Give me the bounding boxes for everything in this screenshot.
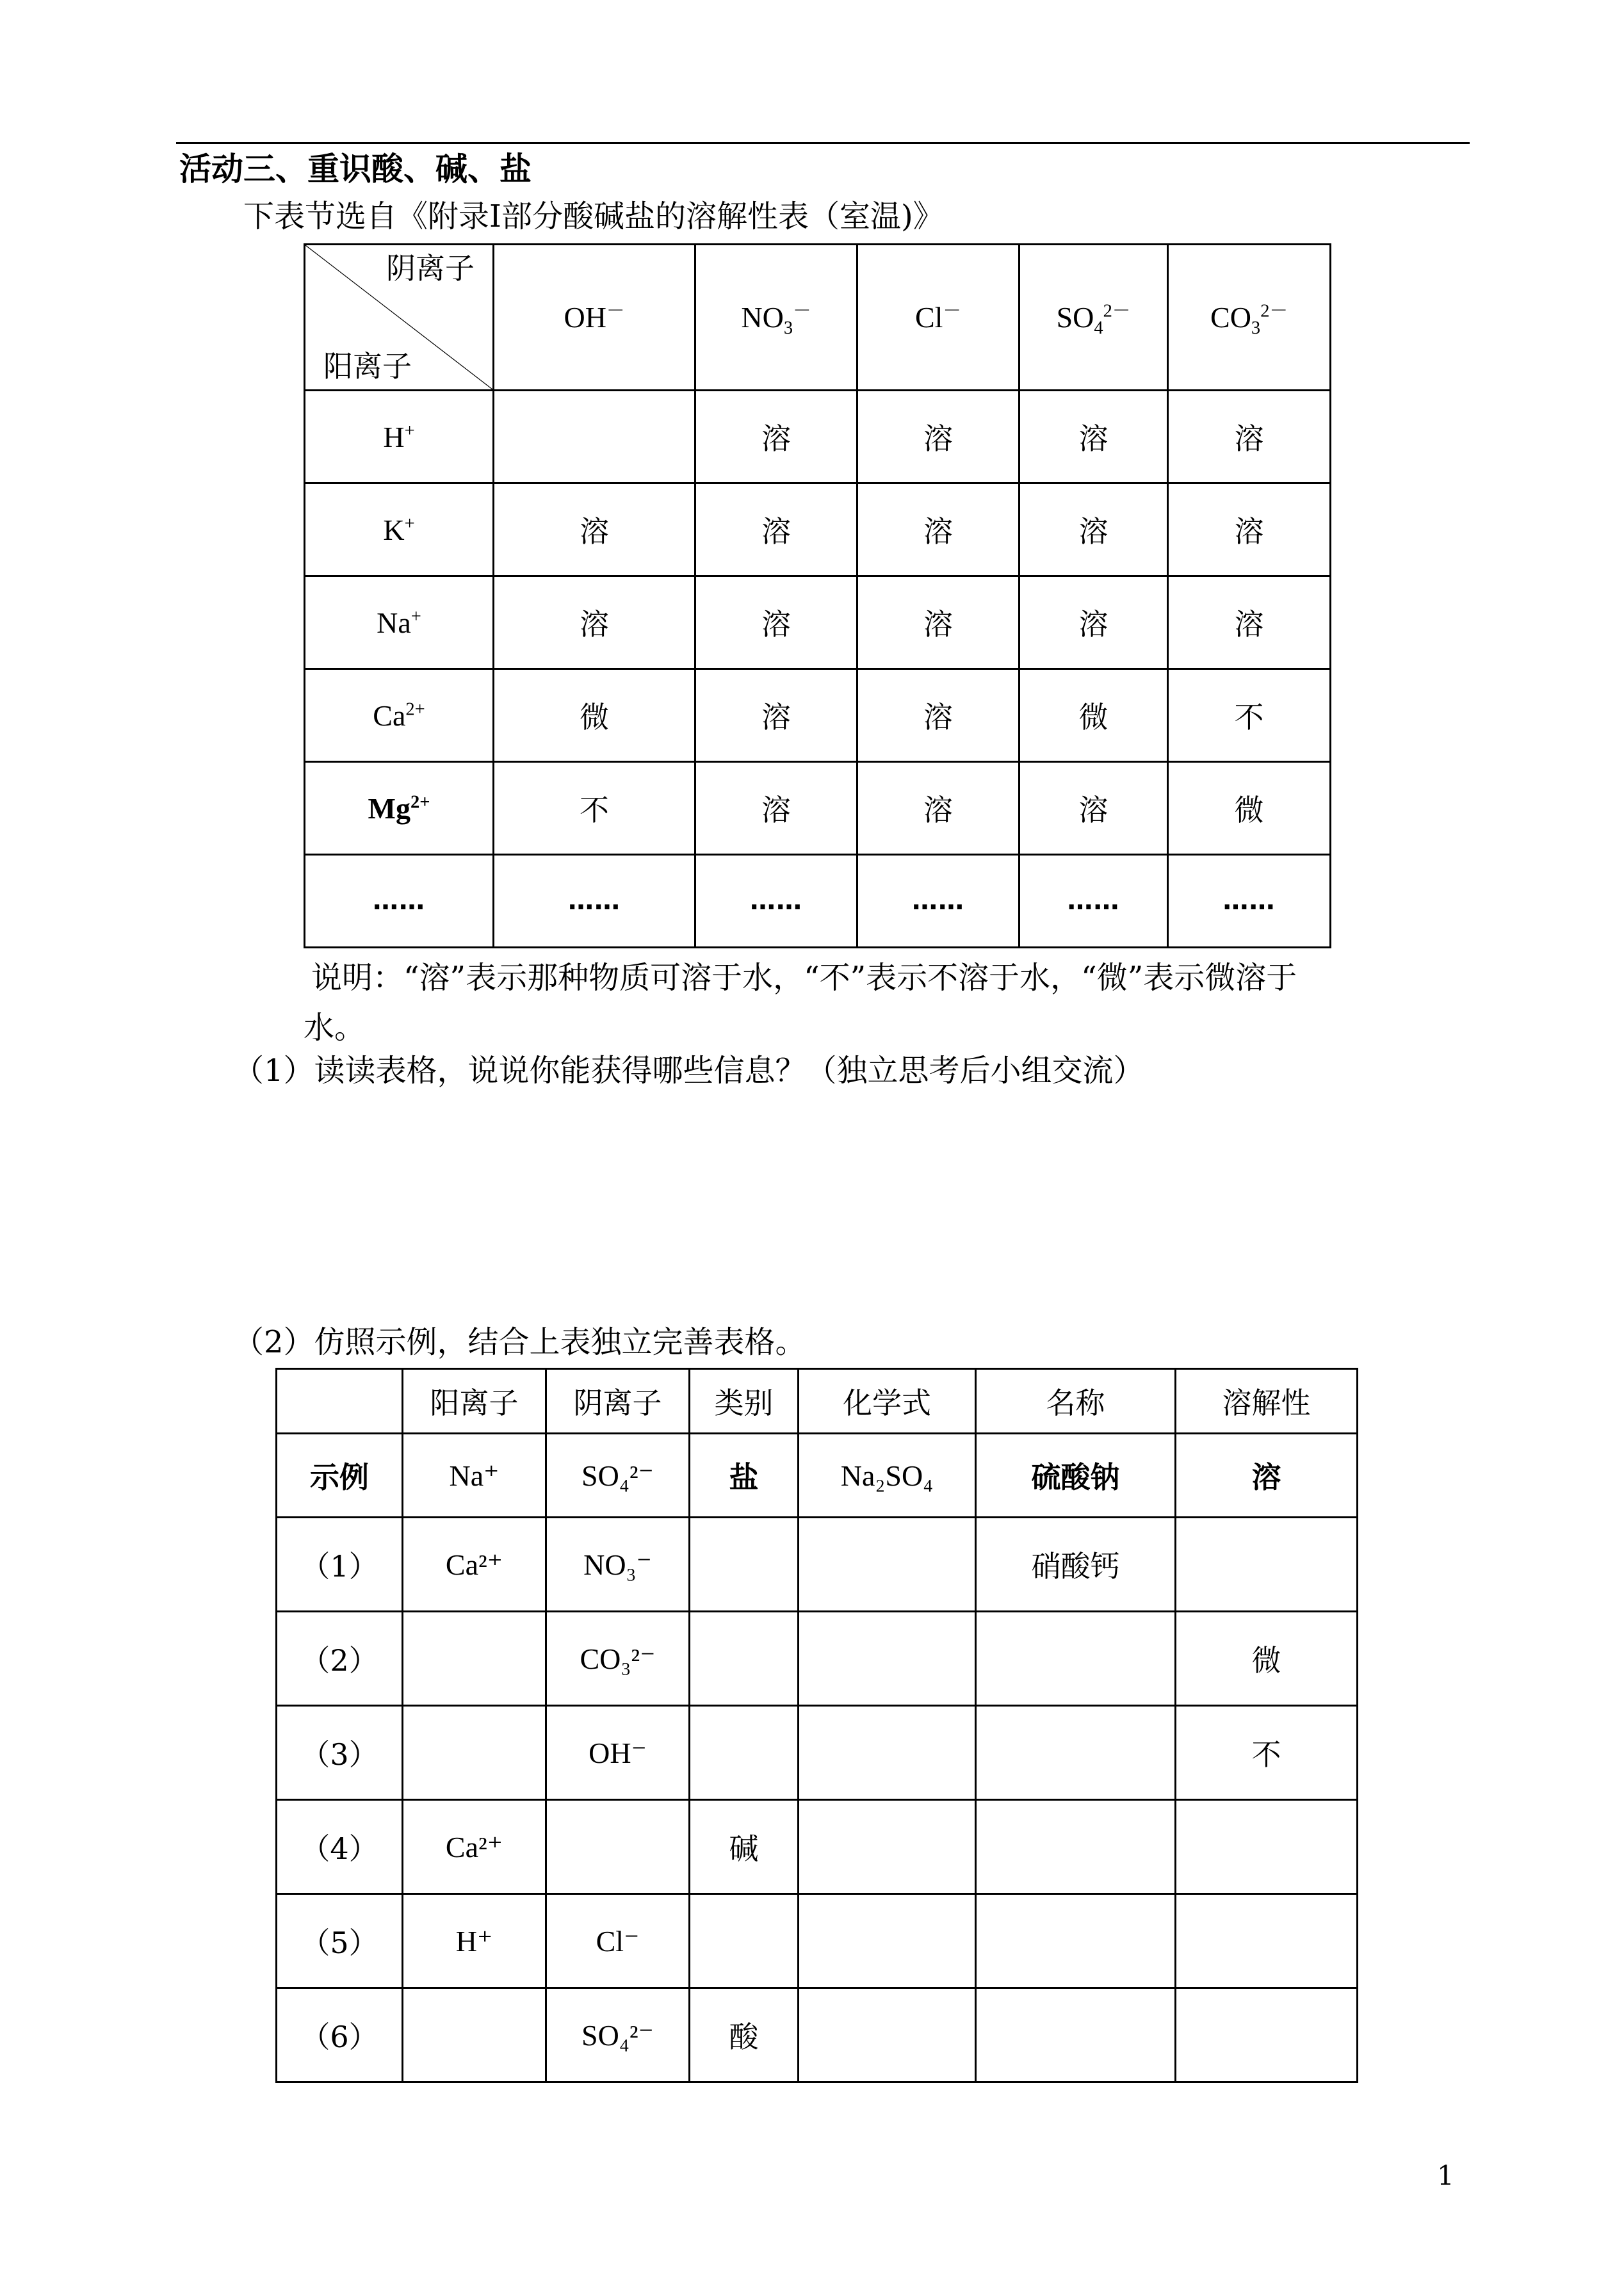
question-1: （1）读读表格，说说你能获得哪些信息？（独立思考后小组交流） [233, 1053, 1144, 1089]
header-cell [277, 1369, 403, 1434]
solubility-cell: 不 [1168, 669, 1331, 762]
header-cell: 名称 [976, 1369, 1176, 1434]
solubility-cell: 溶 [494, 576, 695, 669]
anion-cell: Cl⁻ [546, 1894, 690, 1988]
anion-header-co3: $CO_3^{2-}$ [1168, 245, 1331, 391]
solubility-cell: 溶 [695, 391, 857, 483]
name-cell [976, 1894, 1176, 1988]
ellipsis-cell: …… [1168, 855, 1331, 948]
anion-cell: NO₃⁻ [546, 1518, 690, 1612]
ellipsis-cell: …… [494, 855, 695, 948]
solubility-table [304, 243, 1331, 948]
solubility-cell [494, 391, 695, 483]
cation-cell: K+ [305, 483, 494, 576]
anion-header-cl: Cl－ [857, 245, 1019, 391]
solubility-cell: 溶 [494, 483, 695, 576]
solubility-cell: 微 [1176, 1612, 1358, 1706]
solubility-cell: 微 [1168, 762, 1331, 855]
ellipsis-cell: …… [305, 855, 494, 948]
solubility-cell: 溶 [695, 576, 857, 669]
cation-header-label: 阳离子 [323, 349, 412, 384]
ellipsis-cell: …… [1019, 855, 1168, 948]
cation-cell: $Ca^{2+}$ [305, 669, 494, 762]
anion-header-label: 阴离子 [386, 251, 475, 286]
row-label: （4） [277, 1800, 403, 1894]
anion-cell: OH⁻ [546, 1706, 690, 1800]
category-cell: 盐 [690, 1434, 799, 1518]
formula-cell [799, 1612, 976, 1706]
header-cell: 类别 [690, 1369, 799, 1434]
anion-cell [546, 1800, 690, 1894]
cation-cell: Ca²⁺ [403, 1800, 546, 1894]
table-row [305, 576, 1331, 669]
header-cell: 溶解性 [1176, 1369, 1358, 1434]
cation-cell: Ca²⁺ [403, 1518, 546, 1612]
solubility-cell [1176, 1894, 1358, 1988]
table-row [277, 1894, 1358, 1988]
formula-cell [799, 1706, 976, 1800]
table-row [277, 1988, 1358, 2082]
table-row [305, 391, 1331, 483]
table-row [305, 762, 1331, 855]
row-label: 示例 [277, 1434, 403, 1518]
cation-cell [403, 1706, 546, 1800]
solubility-cell: 微 [494, 669, 695, 762]
table-caption: 下表节选自《附录Ⅰ部分酸碱盐的溶解性表（室温)》 [243, 199, 944, 234]
solubility-cell: 溶 [1019, 576, 1168, 669]
ellipsis-cell: …… [857, 855, 1019, 948]
solubility-cell: 溶 [1019, 391, 1168, 483]
solubility-cell: 溶 [695, 762, 857, 855]
category-cell: 碱 [690, 1800, 799, 1894]
anion-cell: SO₄²⁻ [546, 1988, 690, 2082]
solubility-cell: 溶 [695, 483, 857, 576]
solubility-cell: 溶 [857, 391, 1019, 483]
cation-cell: H+ [305, 391, 494, 483]
formula-cell [799, 1894, 976, 1988]
solubility-cell [1176, 1800, 1358, 1894]
name-cell [976, 1612, 1176, 1706]
anion-cell: CO₃²⁻ [546, 1612, 690, 1706]
row-label: （1） [277, 1518, 403, 1612]
table-row [305, 483, 1331, 576]
solubility-cell: 溶 [1168, 391, 1331, 483]
solubility-cell: 不 [1176, 1706, 1358, 1800]
example-row [277, 1434, 1358, 1518]
anion-cell: SO₄²⁻ [546, 1434, 690, 1518]
cation-cell [403, 1612, 546, 1706]
anion-header-so4: $SO_4^{2-}$ [1019, 245, 1168, 391]
cation-cell: $Mg^{2+}$ [305, 762, 494, 855]
table-row [277, 1518, 1358, 1612]
solubility-cell: 微 [1019, 669, 1168, 762]
solubility-cell: 溶 [1019, 483, 1168, 576]
name-cell [976, 1800, 1176, 1894]
cation-cell: H⁺ [403, 1894, 546, 1988]
row-label: （5） [277, 1894, 403, 1988]
fill-in-table [275, 1368, 1358, 2083]
corner-header-cell [305, 245, 494, 391]
solubility-cell: 溶 [857, 762, 1019, 855]
table-row [305, 855, 1331, 948]
formula-cell [799, 1800, 976, 1894]
note-line-2: 水。 [304, 1010, 366, 1046]
top-rule [176, 142, 1470, 144]
category-cell [690, 1612, 799, 1706]
solubility-cell: 溶 [857, 576, 1019, 669]
table-header-row [305, 245, 1331, 391]
table-row [277, 1706, 1358, 1800]
solubility-cell: 溶 [1176, 1434, 1358, 1518]
formula-cell: Na₂SO₄ [799, 1434, 976, 1518]
cation-cell: Na+ [305, 576, 494, 669]
header-cell: 化学式 [799, 1369, 976, 1434]
solubility-cell: 溶 [857, 669, 1019, 762]
name-cell: 硝酸钙 [976, 1518, 1176, 1612]
cation-cell [403, 1988, 546, 2082]
table-row [277, 1800, 1358, 1894]
solubility-cell: 溶 [695, 669, 857, 762]
section-title: 活动三、重识酸、碱、盐 [179, 150, 532, 188]
row-label: （6） [277, 1988, 403, 2082]
name-cell [976, 1988, 1176, 2082]
page-number: 1 [1437, 2160, 1454, 2191]
anion-header-no3: $NO_3^-$ [695, 245, 857, 391]
solubility-cell: 不 [494, 762, 695, 855]
solubility-cell [1176, 1988, 1358, 2082]
question-2: （2）仿照示例，结合上表独立完善表格。 [233, 1324, 806, 1360]
row-label: （3） [277, 1706, 403, 1800]
solubility-cell: 溶 [1168, 483, 1331, 576]
ellipsis-cell: …… [695, 855, 857, 948]
table-row [277, 1612, 1358, 1706]
name-cell [976, 1706, 1176, 1800]
row-label: （2） [277, 1612, 403, 1706]
solubility-cell: 溶 [857, 483, 1019, 576]
note-line-1: 说明：“溶”表示那种物质可溶于水，“不”表示不溶于水，“微”表示微溶于 [311, 960, 1297, 996]
table-note [304, 953, 1469, 1053]
formula-cell [799, 1518, 976, 1612]
category-cell: 酸 [690, 1988, 799, 2082]
solubility-cell: 溶 [1019, 762, 1168, 855]
name-cell: 硫酸钠 [976, 1434, 1176, 1518]
header-cell: 阳离子 [403, 1369, 546, 1434]
header-cell: 阴离子 [546, 1369, 690, 1434]
anion-header-oh: OH－ [494, 245, 695, 391]
category-cell [690, 1894, 799, 1988]
formula-cell [799, 1988, 976, 2082]
solubility-cell: 溶 [1168, 576, 1331, 669]
table-row [305, 669, 1331, 762]
table-header-row [277, 1369, 1358, 1434]
solubility-cell [1176, 1518, 1358, 1612]
category-cell [690, 1706, 799, 1800]
cation-cell: Na⁺ [403, 1434, 546, 1518]
category-cell [690, 1518, 799, 1612]
